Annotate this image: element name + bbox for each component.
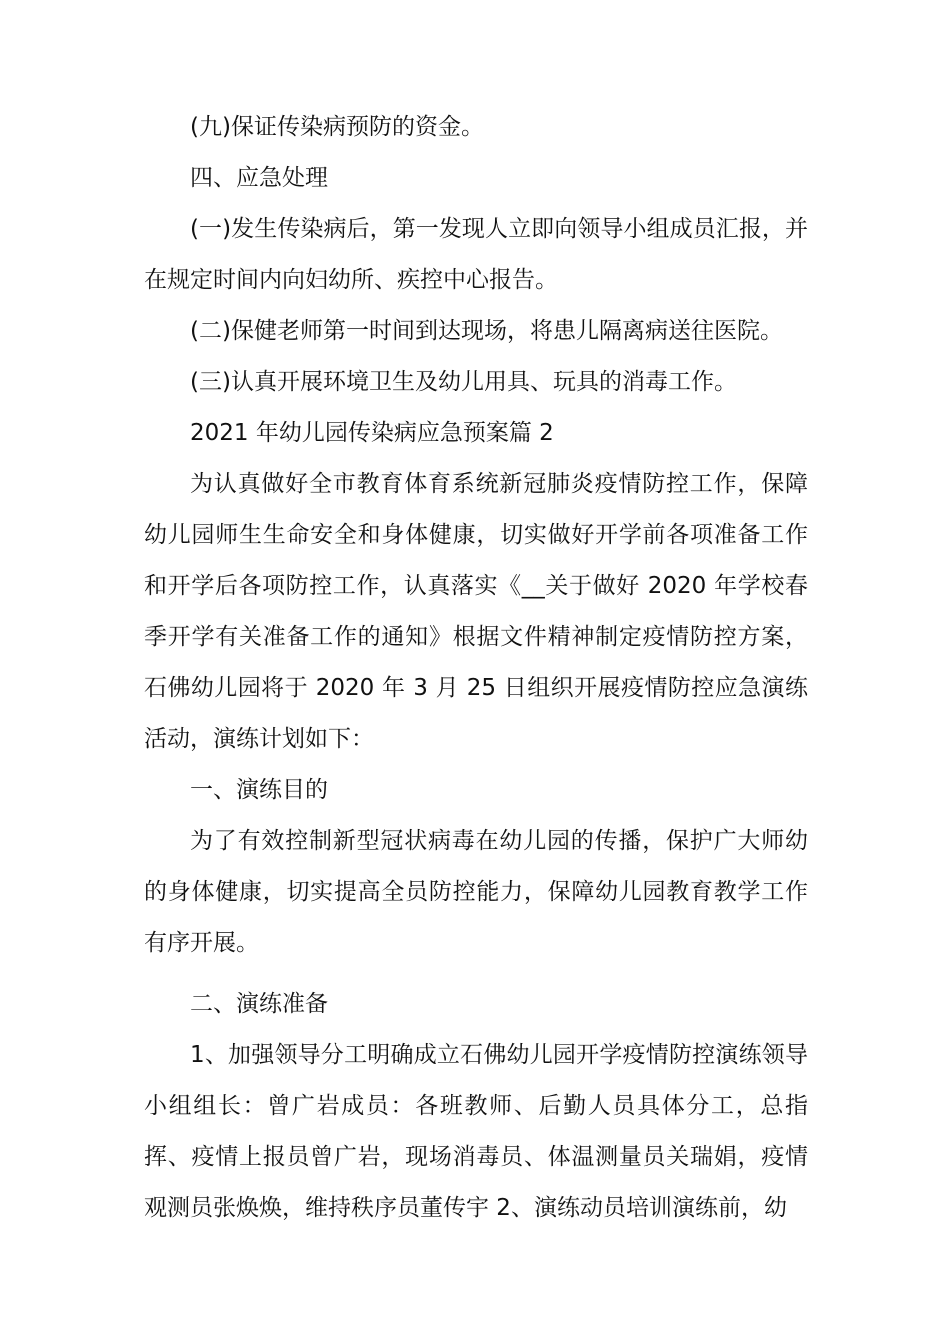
- paragraph-health-teacher: (二)保健老师第一时间到达现场，将患儿隔离病送往医院。: [190, 318, 783, 344]
- heading-emergency-handling: 四、应急处理: [190, 165, 328, 191]
- heading-drill-purpose: 一、演练目的: [190, 777, 328, 803]
- document-body: [144, 102, 808, 1234]
- paragraph-disinfection: (三)认真开展环境卫生及幼儿用具、玩具的消毒工作。: [190, 369, 737, 395]
- paragraph-funding: (九)保证传染病预防的资金。: [190, 114, 484, 140]
- paragraph-drill-purpose: 为了有效控制新型冠状病毒在幼儿园的传播，保护广大师幼的身体健康，切实提高全员防控能力，保障幼儿园教育教学工作有序开展。: [144, 828, 808, 956]
- paragraph-report-procedure: (一)发生传染病后，第一发现人立即向领导小组成员汇报，并在规定时间内向妇幼所、疾控中心报告。: [144, 216, 808, 293]
- paragraph-introduction: 为认真做好全市教育体育系统新冠肺炎疫情防控工作，保障幼儿园师生生命安全和身体健康，切实做好开学前各项准备工作和开学后各项防控工作，认真落实《__关于做好 2020 年学校春季开学有关准备工作的通知》根据文件精神制定疫情防控方案，石佛幼儿园将于 2020 年 3 月 25 日组织开展疫情防控应急演练活动，演练计划如下：: [144, 471, 808, 752]
- section-title-plan-2: 2021 年幼儿园传染病应急预案篇 2: [190, 420, 554, 446]
- heading-drill-preparation: 二、演练准备: [190, 991, 328, 1017]
- paragraph-leadership: 1、加强领导分工明确成立石佛幼儿园开学疫情防控演练领导小组组长：曾广岩成员：各班教师、后勤人员具体分工，总指挥、疫情上报员曾广岩，现场消毒员、体温测量员关瑞娟，疫情观测员张焕焕，维持秩序员董传宇 2、演练动员培训演练前，幼: [144, 1042, 808, 1221]
